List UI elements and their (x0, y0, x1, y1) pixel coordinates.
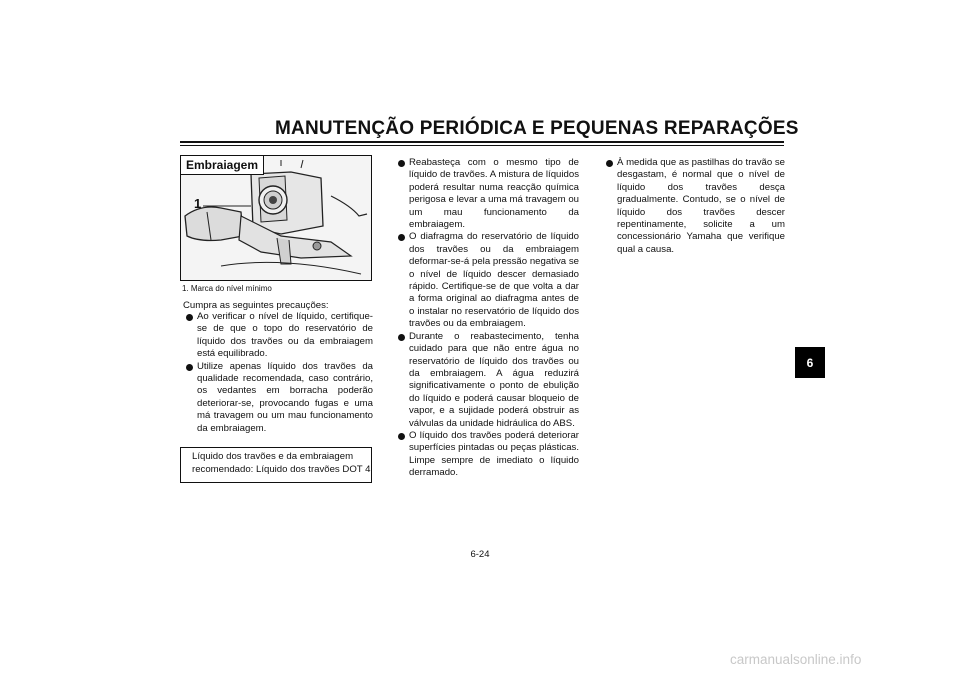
bullet-icon (398, 334, 405, 341)
list-item-text: Reabasteça com o mesmo tipo de líquido de travões. A mistura de líquidos poderá resultar numa reacção química perigosa e levar a uma má travagem ou um mau funcionamento da embraiagem. (409, 157, 579, 231)
list-item (183, 311, 373, 361)
watermark: carmanualsonline.info (730, 652, 862, 667)
list-item (395, 157, 579, 231)
figure-caption: 1. Marca do nível mínimo (182, 284, 272, 293)
list-item (395, 331, 579, 430)
page-title: MANUTENÇÃO PERIÓDICA E PEQUENAS REPARAÇÕES (275, 118, 799, 139)
title-rule (180, 141, 784, 143)
bullet-icon (186, 314, 193, 321)
list-item-text: Ao verificar o nível de líquido, certifique-se de que o topo do reservatório de líquido dos travões ou da embraiagem está equilibrado. (197, 311, 373, 360)
list-item (183, 361, 373, 435)
list-item-text: O diafragma do reservatório de líquido dos travões ou da embraiagem deformar-se-á pela pressão negativa se o nível de líquido descer demasiado rápido. Certifique-se de que volta a dar a forma original ao diafragma antes de o instalar no reservatório de líquido dos travões ou da embraiagem. (409, 231, 579, 330)
spec-line-1: Líquido dos travões e da embraiagem (192, 451, 354, 462)
bullet-icon (606, 160, 613, 167)
title-rule-thin (180, 145, 784, 146)
list-item (395, 430, 579, 480)
spec-line-2: recomendado: Líquido dos travões DOT 4 (192, 463, 371, 475)
bullet-icon (186, 364, 193, 371)
page-number: 6-24 (470, 549, 490, 560)
list-item-text: Durante o reabastecimento, tenha cuidado para que não entre água no reservatório de líquido dos travões ou da embraiagem. A água reduzirá significativamente o ponto de ebulição do líquido e poderá causar bloqueio de vapor, e a sujidade poderá obstruir as válvulas da unidade hidráulica do ABS. (409, 330, 579, 429)
list-item-text: O líquido dos travões poderá deteriorar superfícies pintadas ou peças plásticas. Limpe sempre de imediato o líquido derramado. (409, 429, 579, 479)
precautions-intro: Cumpra as seguintes precauções: (183, 300, 329, 311)
bullet-icon (398, 234, 405, 241)
callout-1-label: 1 (194, 196, 202, 211)
list-item-text: Utilize apenas líquido dos travões da qualidade recomendada, caso contrário, os vedantes em borracha poderão deteriorar-se, provocando fugas e uma má travagem ou um mau funcionamento da embraiagem. (197, 360, 373, 434)
column-1 (183, 311, 373, 435)
clutch-reservoir-figure (180, 155, 372, 281)
column-3 (603, 157, 785, 256)
list-item (603, 157, 785, 256)
bullet-icon (398, 433, 405, 440)
bullet-icon (398, 160, 405, 167)
column-2 (395, 157, 579, 480)
section-tab: 6 (795, 347, 825, 378)
list-item (395, 231, 579, 330)
recommended-fluid-box (180, 447, 372, 483)
list-item-text: À medida que as pastilhas do travão se desgastam, é normal que o nível de líquido dos travões desça gradualmente. Contudo, se o nível de líquido dos travões descer repentinamente, solicite a um concessionário Yamaha que verifique qual a causa. (617, 157, 785, 255)
figure-tag: Embraiagem (181, 156, 264, 175)
